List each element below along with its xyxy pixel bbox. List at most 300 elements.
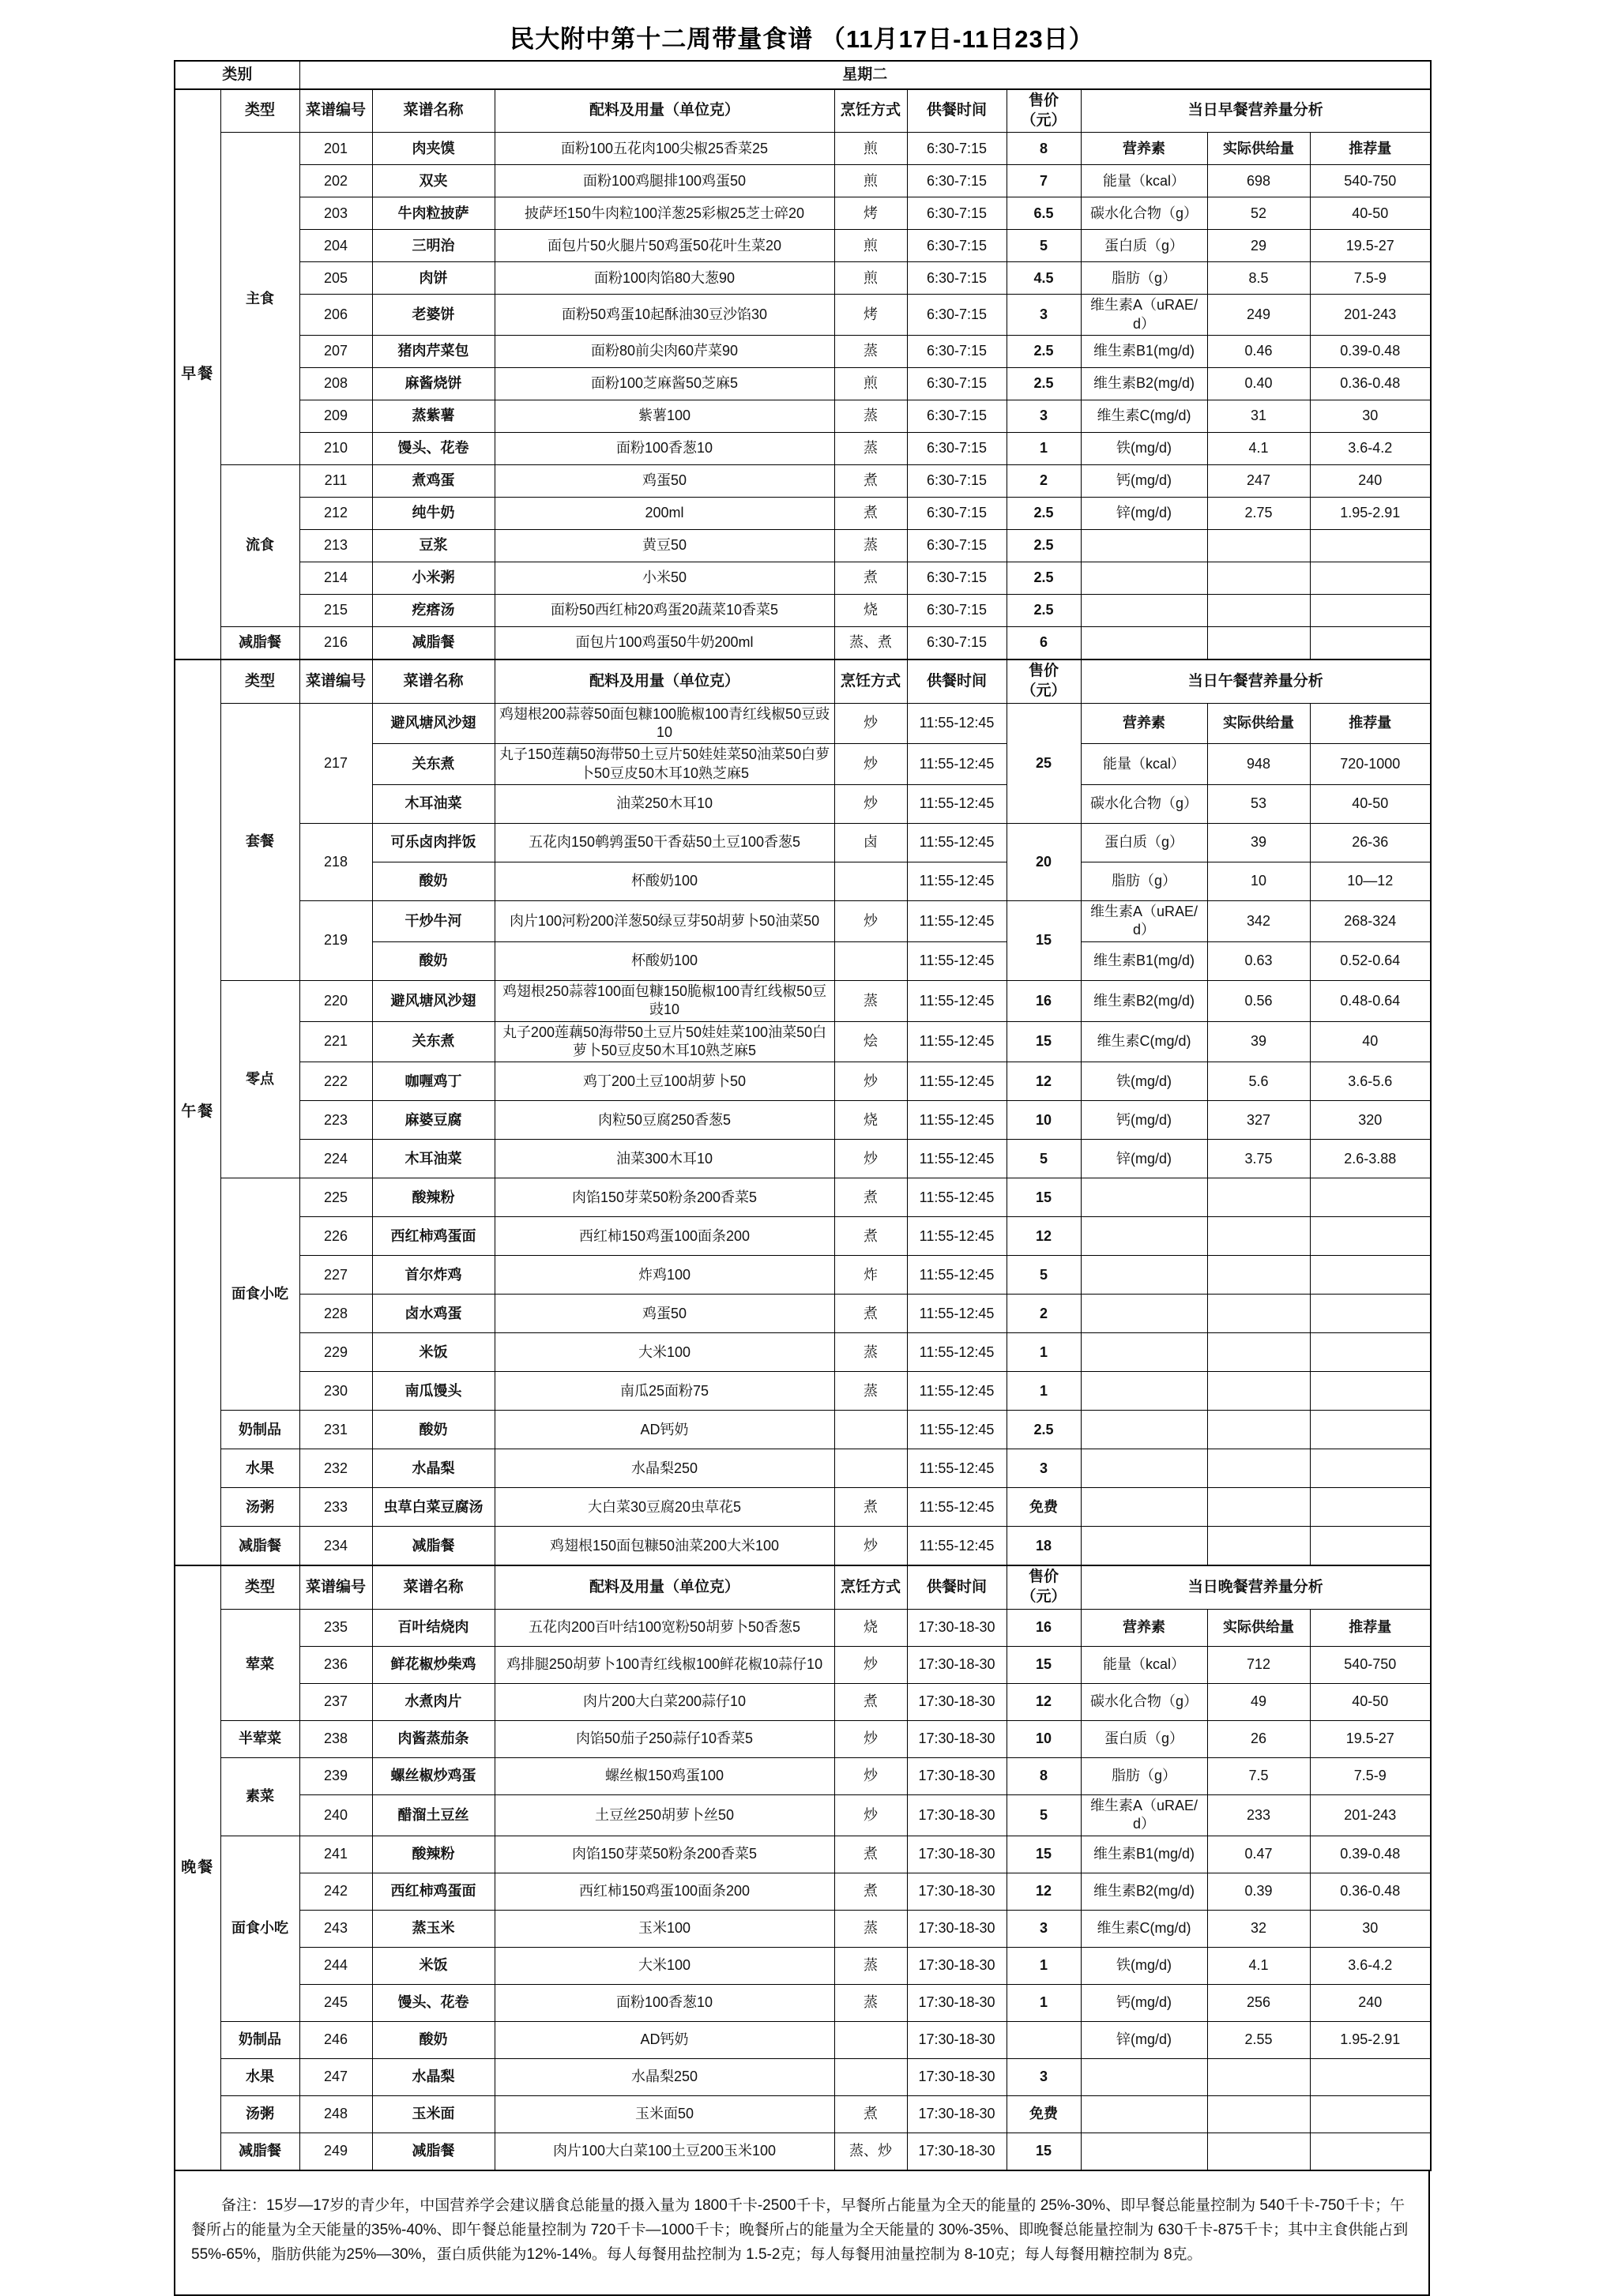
meal-label: 晚餐 — [175, 1565, 220, 2170]
serve-time: 17:30-18-30 — [907, 2021, 1007, 2058]
dish-ingredients: 螺丝椒150鸡蛋100 — [495, 1757, 834, 1794]
dish-ingredients: 面粉100鸡腿排100鸡蛋50 — [495, 165, 834, 197]
nutrient-actual: 0.63 — [1207, 941, 1310, 980]
serve-time: 6:30-7:15 — [907, 595, 1007, 627]
dish-ingredients: 水晶梨250 — [495, 2058, 834, 2095]
cook-method: 煎 — [834, 368, 907, 400]
nutrient-name: 能量（kcal） — [1081, 1646, 1207, 1683]
nutrient-recommended: 19.5-27 — [1310, 1720, 1431, 1757]
cook-method — [834, 2058, 907, 2095]
dish-name: 玉米面 — [372, 2095, 495, 2133]
dish-no: 236 — [299, 1646, 372, 1683]
nutrient-recommended: 0.36-0.48 — [1310, 368, 1431, 400]
dish-name: 麻婆豆腐 — [372, 1101, 495, 1140]
col-header-name: 菜谱名称 — [372, 659, 495, 703]
nutrient-name: 维生素B2(mg/d) — [1081, 368, 1207, 400]
dish-no: 218 — [299, 824, 372, 901]
empty-cell — [1310, 1449, 1431, 1488]
dish-name: 关东煮 — [372, 1021, 495, 1062]
cook-method: 炒 — [834, 703, 907, 744]
price-cell: 15 — [1007, 2133, 1081, 2170]
type-cell: 减脂餐 — [220, 2133, 299, 2170]
dish-no: 224 — [299, 1140, 372, 1178]
empty-cell — [1207, 1449, 1310, 1488]
nutrient-actual: 4.1 — [1207, 1947, 1310, 1984]
cook-method: 炒 — [834, 901, 907, 942]
cook-method: 煮 — [834, 465, 907, 498]
price-cell: 6.5 — [1007, 197, 1081, 230]
col-header-type: 类型 — [220, 659, 299, 703]
empty-cell — [1081, 627, 1207, 660]
dish-name: 醋溜土豆丝 — [372, 1794, 495, 1836]
cook-method: 卤 — [834, 824, 907, 862]
price-cell: 10 — [1007, 1101, 1081, 1140]
dish-ingredients: 西红柿150鸡蛋100面条200 — [495, 1873, 834, 1910]
serve-time: 6:30-7:15 — [907, 165, 1007, 197]
price-cell: 3 — [1007, 295, 1081, 336]
nutrient-name: 维生素B1(mg/d) — [1081, 1836, 1207, 1873]
cook-method: 煮 — [834, 562, 907, 595]
cook-method: 烧 — [834, 595, 907, 627]
nutrient-recommended: 201-243 — [1310, 295, 1431, 336]
dish-name: 酸奶 — [372, 2021, 495, 2058]
dish-ingredients: 水晶梨250 — [495, 1449, 834, 1488]
col-header-ingredients: 配料及用量（单位克） — [495, 89, 834, 133]
serve-time: 17:30-18-30 — [907, 1794, 1007, 1836]
type-cell: 面食小吃 — [220, 1178, 299, 1411]
dish-ingredients: 大米100 — [495, 1947, 834, 1984]
dish-name: 鲜花椒炒柴鸡 — [372, 1646, 495, 1683]
dish-ingredients: 西红柿150鸡蛋100面条200 — [495, 1217, 834, 1256]
price-cell: 1 — [1007, 1333, 1081, 1372]
dish-name: 减脂餐 — [372, 1527, 495, 1566]
nutrient-actual: 0.39 — [1207, 1873, 1310, 1910]
nutrient-recommended: 1.95-2.91 — [1310, 2021, 1431, 2058]
cook-method: 炒 — [834, 1062, 907, 1101]
dish-name: 猪肉芹菜包 — [372, 336, 495, 368]
serve-time: 11:55-12:45 — [907, 862, 1007, 901]
dish-name: 纯牛奶 — [372, 498, 495, 530]
serve-time: 6:30-7:15 — [907, 133, 1007, 165]
nutrient-name: 钙(mg/d) — [1081, 465, 1207, 498]
dish-no: 211 — [299, 465, 372, 498]
col-header-time: 供餐时间 — [907, 659, 1007, 703]
empty-cell — [1310, 530, 1431, 562]
dish-name: 首尔炸鸡 — [372, 1256, 495, 1295]
col-header-no: 菜谱编号 — [299, 659, 372, 703]
empty-cell — [1081, 2133, 1207, 2170]
nutrient-actual: 249 — [1207, 295, 1310, 336]
nutrient-name: 维生素A（uRAE/d） — [1081, 1794, 1207, 1836]
type-cell: 奶制品 — [220, 2021, 299, 2058]
col-header-type: 类型 — [220, 1565, 299, 1609]
serve-time: 6:30-7:15 — [907, 295, 1007, 336]
empty-cell — [1310, 1333, 1431, 1372]
dish-ingredients: 鸡翅根150面包糠50油菜200大米100 — [495, 1527, 834, 1566]
dish-name: 避风塘风沙翅 — [372, 703, 495, 744]
dish-no: 217 — [299, 703, 372, 824]
nutrient-recommended: 540-750 — [1310, 1646, 1431, 1683]
nutrient-name: 钙(mg/d) — [1081, 1101, 1207, 1140]
cook-method: 蒸 — [834, 336, 907, 368]
serve-time: 6:30-7:15 — [907, 262, 1007, 295]
serve-time: 11:55-12:45 — [907, 703, 1007, 744]
empty-cell — [1310, 1256, 1431, 1295]
empty-cell — [1207, 627, 1310, 660]
dish-ingredients: 杯酸奶100 — [495, 941, 834, 980]
price-cell: 3 — [1007, 2058, 1081, 2095]
dish-ingredients: 面粉100香葱10 — [495, 1984, 834, 2021]
footer-note: 备注：15岁—17岁的青少年，中国营养学会建议膳食总能量的摄入量为 1800千卡-2500千卡，早餐所占能量为全天的能量的 25%-30%、即早餐总能量控制为 540千卡-750千卡；午餐所占的能量为全天能量的35%-40%、即午餐总能量控制为 720千卡—1000千卡；晚餐所占的能量为全天能量的 30%-35%、即晚餐总能量控制为 630千卡-875千卡；其中主食供能占到 55%-65%，脂肪供能为25%—30%，蛋白质供能为12%-14%。每人每餐用盐控制为 1.5-2克；每人每餐用油量控制为 8-10克；每人每餐用糖控制为 8克。 — [174, 2170, 1430, 2296]
price-cell: 18 — [1007, 1527, 1081, 1566]
nutrient-actual: 342 — [1207, 901, 1310, 942]
empty-cell — [1081, 2058, 1207, 2095]
nutrient-name: 钙(mg/d) — [1081, 1984, 1207, 2021]
serve-time: 11:55-12:45 — [907, 785, 1007, 824]
empty-cell — [1081, 1527, 1207, 1566]
type-cell: 素菜 — [220, 1757, 299, 1836]
dish-ingredients: 肉片100河粉200洋葱50绿豆芽50胡萝卜50油菜50 — [495, 901, 834, 942]
dish-no: 249 — [299, 2133, 372, 2170]
nutrition-col-nutrient: 营养素 — [1081, 133, 1207, 165]
dish-no: 241 — [299, 1836, 372, 1873]
nutrition-col-nutrient: 营养素 — [1081, 1609, 1207, 1646]
dish-name: 西红柿鸡蛋面 — [372, 1873, 495, 1910]
empty-cell — [1207, 1527, 1310, 1566]
nutrient-name: 维生素B1(mg/d) — [1081, 941, 1207, 980]
nutrient-recommended: 268-324 — [1310, 901, 1431, 942]
price-cell: 5 — [1007, 1256, 1081, 1295]
dish-no: 229 — [299, 1333, 372, 1372]
dish-ingredients: 油菜250木耳10 — [495, 785, 834, 824]
dish-ingredients: 鸡翅根250蒜蓉100面包糠150脆椒100青红线椒50豆豉10 — [495, 980, 834, 1021]
type-cell: 减脂餐 — [220, 627, 299, 660]
nutrient-recommended: 320 — [1310, 1101, 1431, 1140]
dish-name: 蒸紫薯 — [372, 400, 495, 433]
analysis-title: 当日早餐营养量分析 — [1081, 89, 1431, 133]
dish-no: 235 — [299, 1609, 372, 1646]
cook-method: 蒸 — [834, 980, 907, 1021]
dish-ingredients: 披萨坯150牛肉粒100洋葱25彩椒25芝士碎20 — [495, 197, 834, 230]
nutrient-name: 维生素A（uRAE/d） — [1081, 901, 1207, 942]
price-cell: 1 — [1007, 433, 1081, 465]
dish-ingredients: 土豆丝250胡萝卜丝50 — [495, 1794, 834, 1836]
col-header-price: 售价（元） — [1007, 1565, 1081, 1609]
nutrient-actual: 0.40 — [1207, 368, 1310, 400]
nutrition-col-actual: 实际供给量 — [1207, 133, 1310, 165]
dish-name: 肉酱蒸茄条 — [372, 1720, 495, 1757]
nutrient-recommended: 201-243 — [1310, 1794, 1431, 1836]
cook-method: 烤 — [834, 197, 907, 230]
dish-no: 240 — [299, 1794, 372, 1836]
nutrient-actual: 52 — [1207, 197, 1310, 230]
price-cell: 20 — [1007, 824, 1081, 901]
cook-method: 蒸 — [834, 1910, 907, 1947]
serve-time: 11:55-12:45 — [907, 1527, 1007, 1566]
nutrient-recommended: 30 — [1310, 1910, 1431, 1947]
price-cell: 1 — [1007, 1372, 1081, 1411]
empty-cell — [1081, 1449, 1207, 1488]
dish-ingredients: 肉片200大白菜200蒜仔10 — [495, 1683, 834, 1720]
cook-method — [834, 941, 907, 980]
col-header-method: 烹饪方式 — [834, 1565, 907, 1609]
price-cell: 2.5 — [1007, 368, 1081, 400]
nutrient-actual: 948 — [1207, 744, 1310, 785]
nutrient-actual: 7.5 — [1207, 1757, 1310, 1794]
type-cell: 零点 — [220, 980, 299, 1178]
price-cell: 3 — [1007, 1910, 1081, 1947]
nutrient-actual: 31 — [1207, 400, 1310, 433]
cook-method: 炒 — [834, 1720, 907, 1757]
cook-method: 蒸、炒 — [834, 2133, 907, 2170]
serve-time: 6:30-7:15 — [907, 465, 1007, 498]
nutrition-col-recommended: 推荐量 — [1310, 703, 1431, 744]
dish-no: 212 — [299, 498, 372, 530]
type-cell: 奶制品 — [220, 1411, 299, 1449]
empty-cell — [1081, 1217, 1207, 1256]
dish-ingredients: 鸡蛋50 — [495, 1295, 834, 1333]
col-header-no: 菜谱编号 — [299, 1565, 372, 1609]
dish-ingredients: 紫薯100 — [495, 400, 834, 433]
nutrient-recommended: 40-50 — [1310, 1683, 1431, 1720]
dish-no: 209 — [299, 400, 372, 433]
col-header-method: 烹饪方式 — [834, 659, 907, 703]
dish-name: 牛肉粒披萨 — [372, 197, 495, 230]
price-cell: 2.5 — [1007, 498, 1081, 530]
cook-method: 炒 — [834, 1527, 907, 1566]
nutrient-name: 锌(mg/d) — [1081, 1140, 1207, 1178]
price-cell: 3 — [1007, 400, 1081, 433]
dish-no: 219 — [299, 901, 372, 981]
cook-method: 煮 — [834, 1488, 907, 1527]
dish-ingredients: 面粉80前尖肉60芹菜90 — [495, 336, 834, 368]
meal-label: 午餐 — [175, 659, 220, 1565]
cook-method: 煮 — [834, 498, 907, 530]
dish-ingredients: 肉馅50茄子250蒜仔10香菜5 — [495, 1720, 834, 1757]
nutrient-recommended: 3.6-5.6 — [1310, 1062, 1431, 1101]
dish-no: 208 — [299, 368, 372, 400]
price-cell: 5 — [1007, 1794, 1081, 1836]
empty-cell — [1207, 1295, 1310, 1333]
dish-name: 木耳油菜 — [372, 785, 495, 824]
dish-no: 206 — [299, 295, 372, 336]
price-cell: 12 — [1007, 1217, 1081, 1256]
type-cell: 半荤菜 — [220, 1720, 299, 1757]
col-header-no: 菜谱编号 — [299, 89, 372, 133]
empty-cell — [1207, 1488, 1310, 1527]
serve-time: 11:55-12:45 — [907, 1021, 1007, 1062]
price-cell: 15 — [1007, 1836, 1081, 1873]
empty-cell — [1081, 562, 1207, 595]
empty-cell — [1081, 595, 1207, 627]
dish-name: 水晶梨 — [372, 1449, 495, 1488]
nutrient-actual: 698 — [1207, 165, 1310, 197]
dish-name: 百叶结烧肉 — [372, 1609, 495, 1646]
page-title: 民大附中第十二周带量食谱 （11月17日-11日23日） — [510, 25, 1094, 53]
dish-ingredients: 玉米面50 — [495, 2095, 834, 2133]
serve-time: 11:55-12:45 — [907, 1217, 1007, 1256]
nutrient-recommended: 1.95-2.91 — [1310, 498, 1431, 530]
nutrient-actual: 2.55 — [1207, 2021, 1310, 2058]
dish-name: 煮鸡蛋 — [372, 465, 495, 498]
cook-method: 蒸 — [834, 1984, 907, 2021]
cook-method: 煮 — [834, 1873, 907, 1910]
dish-no: 221 — [299, 1021, 372, 1062]
serve-time: 6:30-7:15 — [907, 400, 1007, 433]
serve-time: 11:55-12:45 — [907, 1178, 1007, 1217]
empty-cell — [1081, 1411, 1207, 1449]
dish-name: 干炒牛河 — [372, 901, 495, 942]
price-cell: 2.5 — [1007, 1411, 1081, 1449]
cook-method: 煎 — [834, 262, 907, 295]
dish-ingredients: 面包片50火腿片50鸡蛋50花叶生菜20 — [495, 230, 834, 262]
dish-name: 酸辣粉 — [372, 1836, 495, 1873]
price-cell: 25 — [1007, 703, 1081, 824]
empty-cell — [1207, 2058, 1310, 2095]
dish-ingredients: 大米100 — [495, 1333, 834, 1372]
empty-cell — [1310, 1217, 1431, 1256]
col-header-name: 菜谱名称 — [372, 1565, 495, 1609]
dish-no: 201 — [299, 133, 372, 165]
dish-name: 减脂餐 — [372, 2133, 495, 2170]
dish-name: 咖喱鸡丁 — [372, 1062, 495, 1101]
serve-time: 11:55-12:45 — [907, 1449, 1007, 1488]
nutrient-name: 蛋白质（g） — [1081, 1720, 1207, 1757]
serve-time: 6:30-7:15 — [907, 530, 1007, 562]
serve-time: 6:30-7:15 — [907, 433, 1007, 465]
serve-time: 11:55-12:45 — [907, 1256, 1007, 1295]
dish-no: 216 — [299, 627, 372, 660]
serve-time: 11:55-12:45 — [907, 824, 1007, 862]
nutrition-col-nutrient: 营养素 — [1081, 703, 1207, 744]
dish-name: 麻酱烧饼 — [372, 368, 495, 400]
dish-ingredients: 面粉50西红柿20鸡蛋20蔬菜10香菜5 — [495, 595, 834, 627]
nutrient-recommended: 3.6-4.2 — [1310, 1947, 1431, 1984]
serve-time: 6:30-7:15 — [907, 230, 1007, 262]
dish-ingredients: 杯酸奶100 — [495, 862, 834, 901]
cook-method — [834, 2021, 907, 2058]
empty-cell — [1207, 1217, 1310, 1256]
cook-method: 煮 — [834, 1178, 907, 1217]
nutrient-name: 铁(mg/d) — [1081, 433, 1207, 465]
cook-method: 蒸 — [834, 1947, 907, 1984]
cook-method: 蒸 — [834, 530, 907, 562]
cook-method: 炒 — [834, 1757, 907, 1794]
empty-cell — [1310, 2095, 1431, 2133]
nutrient-recommended: 2.6-3.88 — [1310, 1140, 1431, 1178]
empty-cell — [1207, 562, 1310, 595]
dish-ingredients: 黄豆50 — [495, 530, 834, 562]
nutrient-recommended: 240 — [1310, 465, 1431, 498]
price-cell: 16 — [1007, 980, 1081, 1021]
dish-no: 214 — [299, 562, 372, 595]
col-header-type: 类型 — [220, 89, 299, 133]
col-header-price: 售价（元） — [1007, 89, 1081, 133]
dish-name: 馒头、花卷 — [372, 433, 495, 465]
col-header-time: 供餐时间 — [907, 89, 1007, 133]
dish-ingredients: 大白菜30豆腐20虫草花5 — [495, 1488, 834, 1527]
nutrient-recommended: 7.5-9 — [1310, 1757, 1431, 1794]
category-header: 类别 — [175, 61, 299, 89]
dish-ingredients: 小米50 — [495, 562, 834, 595]
nutrient-recommended: 10—12 — [1310, 862, 1431, 901]
price-cell: 免费 — [1007, 1488, 1081, 1527]
dish-no: 207 — [299, 336, 372, 368]
empty-cell — [1081, 1295, 1207, 1333]
price-cell: 15 — [1007, 901, 1081, 981]
nutrient-actual: 10 — [1207, 862, 1310, 901]
nutrient-actual: 0.46 — [1207, 336, 1310, 368]
dish-no: 226 — [299, 1217, 372, 1256]
serve-time: 11:55-12:45 — [907, 1333, 1007, 1372]
cook-method: 炒 — [834, 1794, 907, 1836]
nutrient-name: 维生素B1(mg/d) — [1081, 336, 1207, 368]
dish-ingredients: 面包片100鸡蛋50牛奶200ml — [495, 627, 834, 660]
nutrient-actual: 327 — [1207, 1101, 1310, 1140]
type-cell: 套餐 — [220, 703, 299, 980]
serve-time: 17:30-18-30 — [907, 1984, 1007, 2021]
dish-ingredients: AD钙奶 — [495, 1411, 834, 1449]
nutrient-name: 能量（kcal） — [1081, 165, 1207, 197]
type-cell: 流食 — [220, 465, 299, 627]
nutrient-recommended: 3.6-4.2 — [1310, 433, 1431, 465]
dish-ingredients: 肉馅150芽菜50粉条200香菜5 — [495, 1836, 834, 1873]
dish-name: 避风塘风沙翅 — [372, 980, 495, 1021]
dish-name: 螺丝椒炒鸡蛋 — [372, 1757, 495, 1794]
serve-time: 17:30-18-30 — [907, 1720, 1007, 1757]
dish-ingredients: 面粉50鸡蛋10起酥油30豆沙馅30 — [495, 295, 834, 336]
dish-no: 237 — [299, 1683, 372, 1720]
dish-ingredients: 面粉100肉馅80大葱90 — [495, 262, 834, 295]
cook-method: 炒 — [834, 1646, 907, 1683]
dish-no: 239 — [299, 1757, 372, 1794]
price-cell — [1007, 2021, 1081, 2058]
dish-no: 215 — [299, 595, 372, 627]
type-cell: 汤粥 — [220, 2095, 299, 2133]
dish-no: 202 — [299, 165, 372, 197]
dish-ingredients: 南瓜25面粉75 — [495, 1372, 834, 1411]
nutrient-actual: 5.6 — [1207, 1062, 1310, 1101]
cook-method — [834, 1449, 907, 1488]
empty-cell — [1207, 2133, 1310, 2170]
nutrient-actual: 247 — [1207, 465, 1310, 498]
price-cell: 15 — [1007, 1646, 1081, 1683]
nutrient-actual: 8.5 — [1207, 262, 1310, 295]
empty-cell — [1310, 1411, 1431, 1449]
nutrient-recommended: 720-1000 — [1310, 744, 1431, 785]
dish-ingredients: 玉米100 — [495, 1910, 834, 1947]
nutrient-actual: 256 — [1207, 1984, 1310, 2021]
nutrient-name: 能量（kcal） — [1081, 744, 1207, 785]
dish-name: 豆浆 — [372, 530, 495, 562]
dish-name: 西红柿鸡蛋面 — [372, 1217, 495, 1256]
price-cell: 2 — [1007, 1295, 1081, 1333]
empty-cell — [1310, 1372, 1431, 1411]
dish-name: 南瓜馒头 — [372, 1372, 495, 1411]
dish-name: 水晶梨 — [372, 2058, 495, 2095]
nutrient-name: 碳水化合物（g） — [1081, 785, 1207, 824]
serve-time: 6:30-7:15 — [907, 336, 1007, 368]
cook-method: 炒 — [834, 744, 907, 785]
price-cell: 6 — [1007, 627, 1081, 660]
empty-cell — [1310, 1295, 1431, 1333]
nutrient-name: 维生素A（uRAE/d） — [1081, 295, 1207, 336]
nutrient-recommended: 0.39-0.48 — [1310, 1836, 1431, 1873]
price-cell: 2.5 — [1007, 530, 1081, 562]
dish-name: 水煮肉片 — [372, 1683, 495, 1720]
nutrient-name: 维生素C(mg/d) — [1081, 400, 1207, 433]
nutrient-actual: 49 — [1207, 1683, 1310, 1720]
